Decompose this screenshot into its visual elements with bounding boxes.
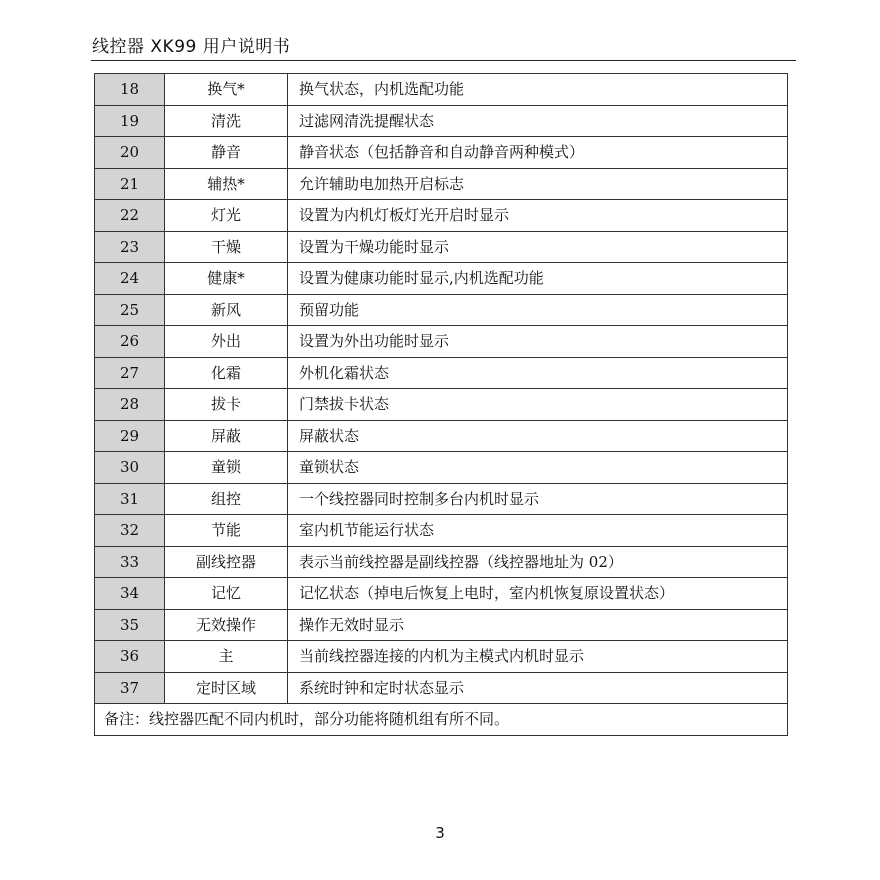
table-row <box>95 452 788 484</box>
table-row <box>95 326 788 358</box>
function-name-cell: 节能 <box>165 515 288 547</box>
table-row <box>95 263 788 295</box>
function-description-cell: 设置为干燥功能时显示 <box>288 231 788 263</box>
function-name-cell: 换气* <box>165 74 288 106</box>
function-description-cell: 屏蔽状态 <box>288 420 788 452</box>
table-row <box>95 168 788 200</box>
function-description-cell: 设置为健康功能时显示,内机选配功能 <box>288 263 788 295</box>
function-description-cell: 设置为外出功能时显示 <box>288 326 788 358</box>
function-name-cell: 干燥 <box>165 231 288 263</box>
function-description-cell: 外机化霜状态 <box>288 357 788 389</box>
table-row <box>95 200 788 232</box>
table-note: 备注：线控器匹配不同内机时，部分功能将随机组有所不同。 <box>95 704 788 736</box>
table-row <box>95 609 788 641</box>
function-description-cell: 童锁状态 <box>288 452 788 484</box>
row-number-cell: 26 <box>95 326 165 358</box>
table-row <box>95 420 788 452</box>
table-row <box>95 231 788 263</box>
function-name-cell: 无效操作 <box>165 609 288 641</box>
function-description-cell: 一个线控器同时控制多台内机时显示 <box>288 483 788 515</box>
row-number-cell: 19 <box>95 105 165 137</box>
function-description-cell: 当前线控器连接的内机为主模式内机时显示 <box>288 641 788 673</box>
row-number-cell: 20 <box>95 137 165 169</box>
function-description-cell: 设置为内机灯板灯光开启时显示 <box>288 200 788 232</box>
function-description-cell: 操作无效时显示 <box>288 609 788 641</box>
function-name-cell: 拔卡 <box>165 389 288 421</box>
function-description-cell: 静音状态（包括静音和自动静音两种模式） <box>288 137 788 169</box>
function-description-cell: 表示当前线控器是副线控器（线控器地址为 02） <box>288 546 788 578</box>
table-row <box>95 137 788 169</box>
table-row <box>95 74 788 106</box>
function-name-cell: 化霜 <box>165 357 288 389</box>
function-name-cell: 屏蔽 <box>165 420 288 452</box>
function-table-body <box>95 74 788 736</box>
function-name-cell: 外出 <box>165 326 288 358</box>
row-number-cell: 28 <box>95 389 165 421</box>
row-number-cell: 22 <box>95 200 165 232</box>
row-number-cell: 31 <box>95 483 165 515</box>
table-row <box>95 515 788 547</box>
row-number-cell: 21 <box>95 168 165 200</box>
table-row <box>95 105 788 137</box>
document-title: 线控器 XK99 用户说明书 <box>92 37 291 57</box>
row-number-cell: 30 <box>95 452 165 484</box>
function-description-cell: 系统时钟和定时状态显示 <box>288 672 788 704</box>
row-number-cell: 36 <box>95 641 165 673</box>
row-number-cell: 33 <box>95 546 165 578</box>
table-row <box>95 672 788 704</box>
row-number-cell: 23 <box>95 231 165 263</box>
function-description-cell: 换气状态，内机选配功能 <box>288 74 788 106</box>
function-description-cell: 允许辅助电加热开启标志 <box>288 168 788 200</box>
table-note-row <box>95 704 788 736</box>
function-name-cell: 清洗 <box>165 105 288 137</box>
function-description-cell: 过滤网清洗提醒状态 <box>288 105 788 137</box>
row-number-cell: 27 <box>95 357 165 389</box>
table-row <box>95 389 788 421</box>
table-row <box>95 546 788 578</box>
function-name-cell: 主 <box>165 641 288 673</box>
table-row <box>95 483 788 515</box>
row-number-cell: 37 <box>95 672 165 704</box>
row-number-cell: 29 <box>95 420 165 452</box>
page-number: 3 <box>435 824 445 842</box>
function-name-cell: 灯光 <box>165 200 288 232</box>
header-rule <box>91 60 796 61</box>
row-number-cell: 35 <box>95 609 165 641</box>
function-description-cell: 室内机节能运行状态 <box>288 515 788 547</box>
function-description-cell: 记忆状态（掉电后恢复上电时，室内机恢复原设置状态） <box>288 578 788 610</box>
function-name-cell: 健康* <box>165 263 288 295</box>
function-name-cell: 记忆 <box>165 578 288 610</box>
table-row <box>95 641 788 673</box>
function-name-cell: 定时区域 <box>165 672 288 704</box>
row-number-cell: 18 <box>95 74 165 106</box>
table-row <box>95 294 788 326</box>
function-name-cell: 新风 <box>165 294 288 326</box>
table-row <box>95 578 788 610</box>
row-number-cell: 24 <box>95 263 165 295</box>
function-name-cell: 辅热* <box>165 168 288 200</box>
function-name-cell: 副线控器 <box>165 546 288 578</box>
table-row <box>95 357 788 389</box>
row-number-cell: 32 <box>95 515 165 547</box>
function-description-cell: 预留功能 <box>288 294 788 326</box>
function-name-cell: 静音 <box>165 137 288 169</box>
function-name-cell: 童锁 <box>165 452 288 484</box>
function-description-cell: 门禁拔卡状态 <box>288 389 788 421</box>
row-number-cell: 25 <box>95 294 165 326</box>
function-table <box>94 73 788 736</box>
row-number-cell: 34 <box>95 578 165 610</box>
function-name-cell: 组控 <box>165 483 288 515</box>
